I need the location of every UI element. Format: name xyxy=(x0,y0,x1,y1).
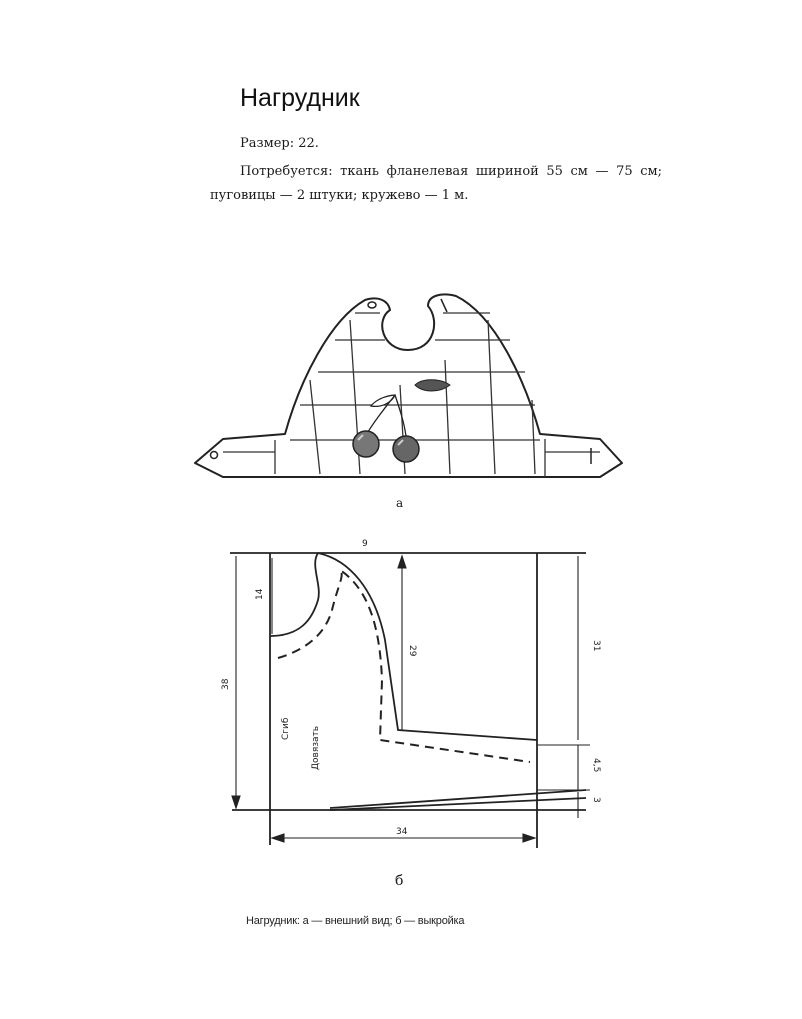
dim-width: 34 xyxy=(396,827,408,837)
dim-bottom-small: 3 xyxy=(591,797,601,803)
dim-step: 4,5 xyxy=(591,758,601,773)
figure-a-label: а xyxy=(396,496,404,510)
fold-label: Сгиб xyxy=(281,717,291,740)
dim-inner: 29 xyxy=(407,645,417,657)
figure-b-label: б xyxy=(395,873,404,889)
dim-left: 38 xyxy=(221,678,231,690)
page-title: Нагрудник xyxy=(240,84,360,112)
dim-neck: 14 xyxy=(255,588,265,600)
materials-paragraph: Потребуется: ткань фланелевая шириной 55 см — 75 см; пуговицы — 2 штуки; кружево — 1 м. xyxy=(210,164,662,203)
shoulder-curve xyxy=(318,553,537,740)
dim-top: 9 xyxy=(362,539,368,549)
size-line: Размер: 22. xyxy=(240,136,319,151)
extend-label: Довязать xyxy=(311,725,321,770)
dim-right: 31 xyxy=(591,640,601,652)
neck-curve xyxy=(270,553,319,636)
figure-caption: Нагрудник: а — внешний вид; б — выкройка xyxy=(246,915,465,927)
